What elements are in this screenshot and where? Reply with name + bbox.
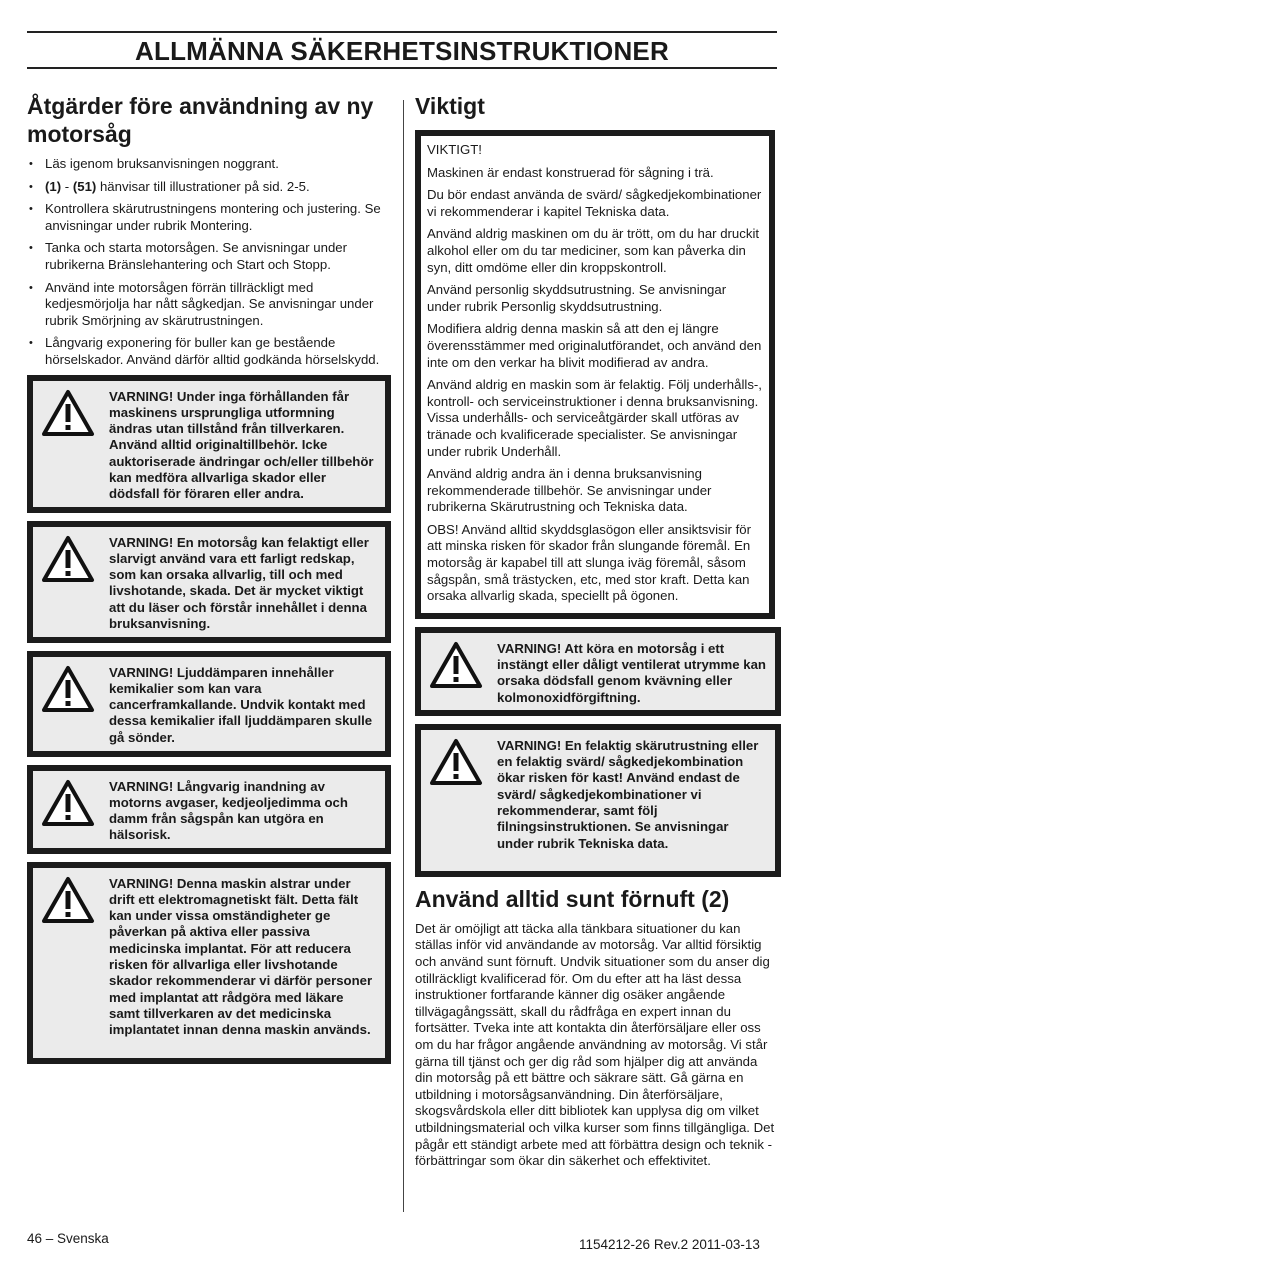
warning-box — [415, 627, 781, 716]
warning-text: VARNING! En felaktig skärutrustning eller en felaktig svärd/ sågkedjekombination ökar risken för kast! Använd endast de svärd/ sågkedjekombinationer vi rekommenderar, samt följ filningsinstruktionen. Se anvisningar under rubrik Tekniska data. — [497, 737, 759, 851]
list-item: • Läs igenom bruksanvisningen noggrant. — [27, 156, 391, 173]
section-heading-before-use: Åtgärder före användning av ny motorsåg — [27, 93, 374, 147]
important-paragraph: Du bör endast använda de svärd/ sågkedjekombinationer vi rekommenderar i kapitel Tekniska data. — [427, 187, 762, 219]
warning-box — [27, 375, 391, 513]
warning-text: VARNING! Långvarig inandning av motorns avgaser, kedjeoljedimma och damm från sågspån kan utgöra en hälsorisk. — [109, 778, 348, 843]
page-number: 46 – Svenska — [27, 1231, 109, 1246]
warning-triangle-icon — [41, 389, 95, 437]
warning-box — [415, 724, 781, 877]
important-box — [415, 130, 775, 619]
important-paragraph: Modifiera aldrig denna maskin så att den ej längre överensstämmer med originalutförandet, och använd den inte om den verkar ha blivit modifierad av andra. — [427, 321, 762, 370]
list-item: • Långvarig exponering för buller kan ge bestående hörselskador. Använd därför alltid godkända hörselskydd. — [27, 335, 391, 368]
list-item: • Kontrollera skärutrustningens montering och justering. Se anvisningar under rubrik Montering. — [27, 201, 391, 234]
list-item: • Använd inte motorsågen förrän tillräckligt med kedjesmörjolja har nått sågkedjan. Se anvisningar under rubrik Smörjning av skärutrustningen. — [27, 280, 391, 330]
left-column — [27, 92, 391, 1064]
warning-text: VARNING! Under inga förhållanden får maskinens ursprungliga utformning ändras utan tillstånd från tillverkaren. Använd alltid originaltillbehör. Icke auktoriserade ändringar och/eller tillbehör kan medföra allvarliga skador eller dödsfall för föraren eller andra. — [109, 388, 374, 502]
section-heading-common-sense: Använd alltid sunt förnuft (2) — [415, 885, 730, 912]
list-item: • Tanka och starta motorsågen. Se anvisningar under rubrikerna Bränslehantering och Start och Stopp. — [27, 240, 391, 273]
warning-triangle-icon — [429, 641, 483, 689]
warning-text: VARNING! Denna maskin alstrar under drift ett elektromagnetiskt fält. Detta fält kan under vissa omständigheter ge påverkan på aktiva eller passiva medicinska implantat. För att reducera risken för allvarliga eller livshotande skador rekommenderar vi därför personer med implantat att rådgöra med läkare samt tillverkaren av det medicinska implantatet innan denna maskin används. — [109, 875, 373, 1038]
important-paragraph: OBS! Använd alltid skyddsglasögon eller ansiktsvisir för att minska risken för skador från slungande föremål. En motorsåg är kapabel till att slunga iväg föremål, såsom sågspån, små trästycken, etc, med stor kraft. Detta kan orsaka allvarlig skada, speciellt på ögonen. — [427, 521, 751, 604]
warning-box — [27, 862, 391, 1064]
important-paragraph: Använd personlig skyddsutrustning. Se anvisningar under rubrik Personlig skyddsutrustning. — [427, 282, 727, 314]
section-heading-important: Viktigt — [415, 93, 485, 119]
page-header — [27, 31, 777, 69]
warning-box — [27, 521, 391, 643]
common-sense-paragraph: Det är omöjligt att täcka alla tänkbara situationer du kan ställas inför vid användande av motorsåg. Var alltid försiktig och använd sunt förnuft. Undvik situationer som du anser dig otillräckligt kvalificerad för. Om du efter att ha läst dessa instruktioner fortfarande känner dig osäker angående tillvägagångssätt, skall du rådfråga en expert innan du fortsätter. Tveka inte att kontakta din återförsäljare eller oss om du har frågor angående användning av motorsåg. Vi står gärna till tjänst och ger dig råd som hjälper dig att använda din motorsåg på ett bättre och säkrare sätt. Gå gärna en utbildning i motorsågsanvändning. Din återförsäljare, skogsvårdskola eller ditt bibliotek kan upplysa dig om vilket utbildningsmaterial och vilka kurser som finns tillgängliga. Det pågår ett ständigt arbete med att förbättra design och teknik - förbättringar som ökar din säkerhet och effektivitet. — [415, 920, 775, 1169]
warning-triangle-icon — [429, 738, 483, 786]
warning-triangle-icon — [41, 535, 95, 583]
warning-box — [27, 651, 391, 757]
warning-triangle-icon — [41, 876, 95, 924]
warning-text: VARNING! Att köra en motorsåg i ett instängt eller dåligt ventilerat utrymme kan orsaka dödsfall genom kvävning eller kolmonoxidförgiftning. — [497, 640, 766, 705]
important-paragraph: Använd aldrig andra än i denna bruksanvisning rekommenderade tillbehör. Se anvisningar under rubrikerna Skärutrustning och Tekniska data. — [427, 466, 712, 515]
checklist — [27, 156, 391, 369]
right-column — [415, 92, 777, 1170]
warning-triangle-icon — [41, 779, 95, 827]
warning-text: VARNING! Ljuddämparen innehåller kemikalier som kan vara cancerframkallande. Undvik kontakt med dessa kemikalier ifall ljuddämparen skulle gå sönder. — [109, 664, 373, 745]
warning-triangle-icon — [41, 665, 95, 713]
important-paragraph: Använd aldrig en maskin som är felaktig. Följ underhålls-, kontroll- och serviceinstruktioner i denna bruksanvisning. Vissa underhålls- och serviceåtgärder skall utföras av tränade och kvalificerade specialister. Se anvisningar under rubrik Underhåll. — [427, 377, 762, 459]
warning-text: VARNING! En motorsåg kan felaktigt eller slarvigt använd vara ett farligt redskap, som kan orsaka allvarlig, till och med livshotande, skada. Det är mycket viktigt att du läser och förstår innehållet i denna bruksanvisning. — [109, 534, 369, 632]
important-paragraph: Maskinen är endast konstruerad för sågning i trä. — [427, 164, 714, 180]
list-item: • (1) - (51) hänvisar till illustrationer på sid. 2-5. — [27, 179, 391, 196]
warning-box — [27, 765, 391, 854]
important-paragraph: Använd aldrig maskinen om du är trött, om du har druckit alkohol eller om du tar mediciner, som kan påverka din syn, ditt omdöme eller din kroppskontroll. — [427, 226, 760, 275]
page-title: ALLMÄNNA SÄKERHETSINSTRUKTIONER — [135, 36, 669, 66]
important-label: VIKTIGT! — [427, 142, 482, 157]
document-reference: 1154212-26 Rev.2 2011-03-13 — [579, 1237, 760, 1252]
column-divider — [403, 100, 404, 1212]
